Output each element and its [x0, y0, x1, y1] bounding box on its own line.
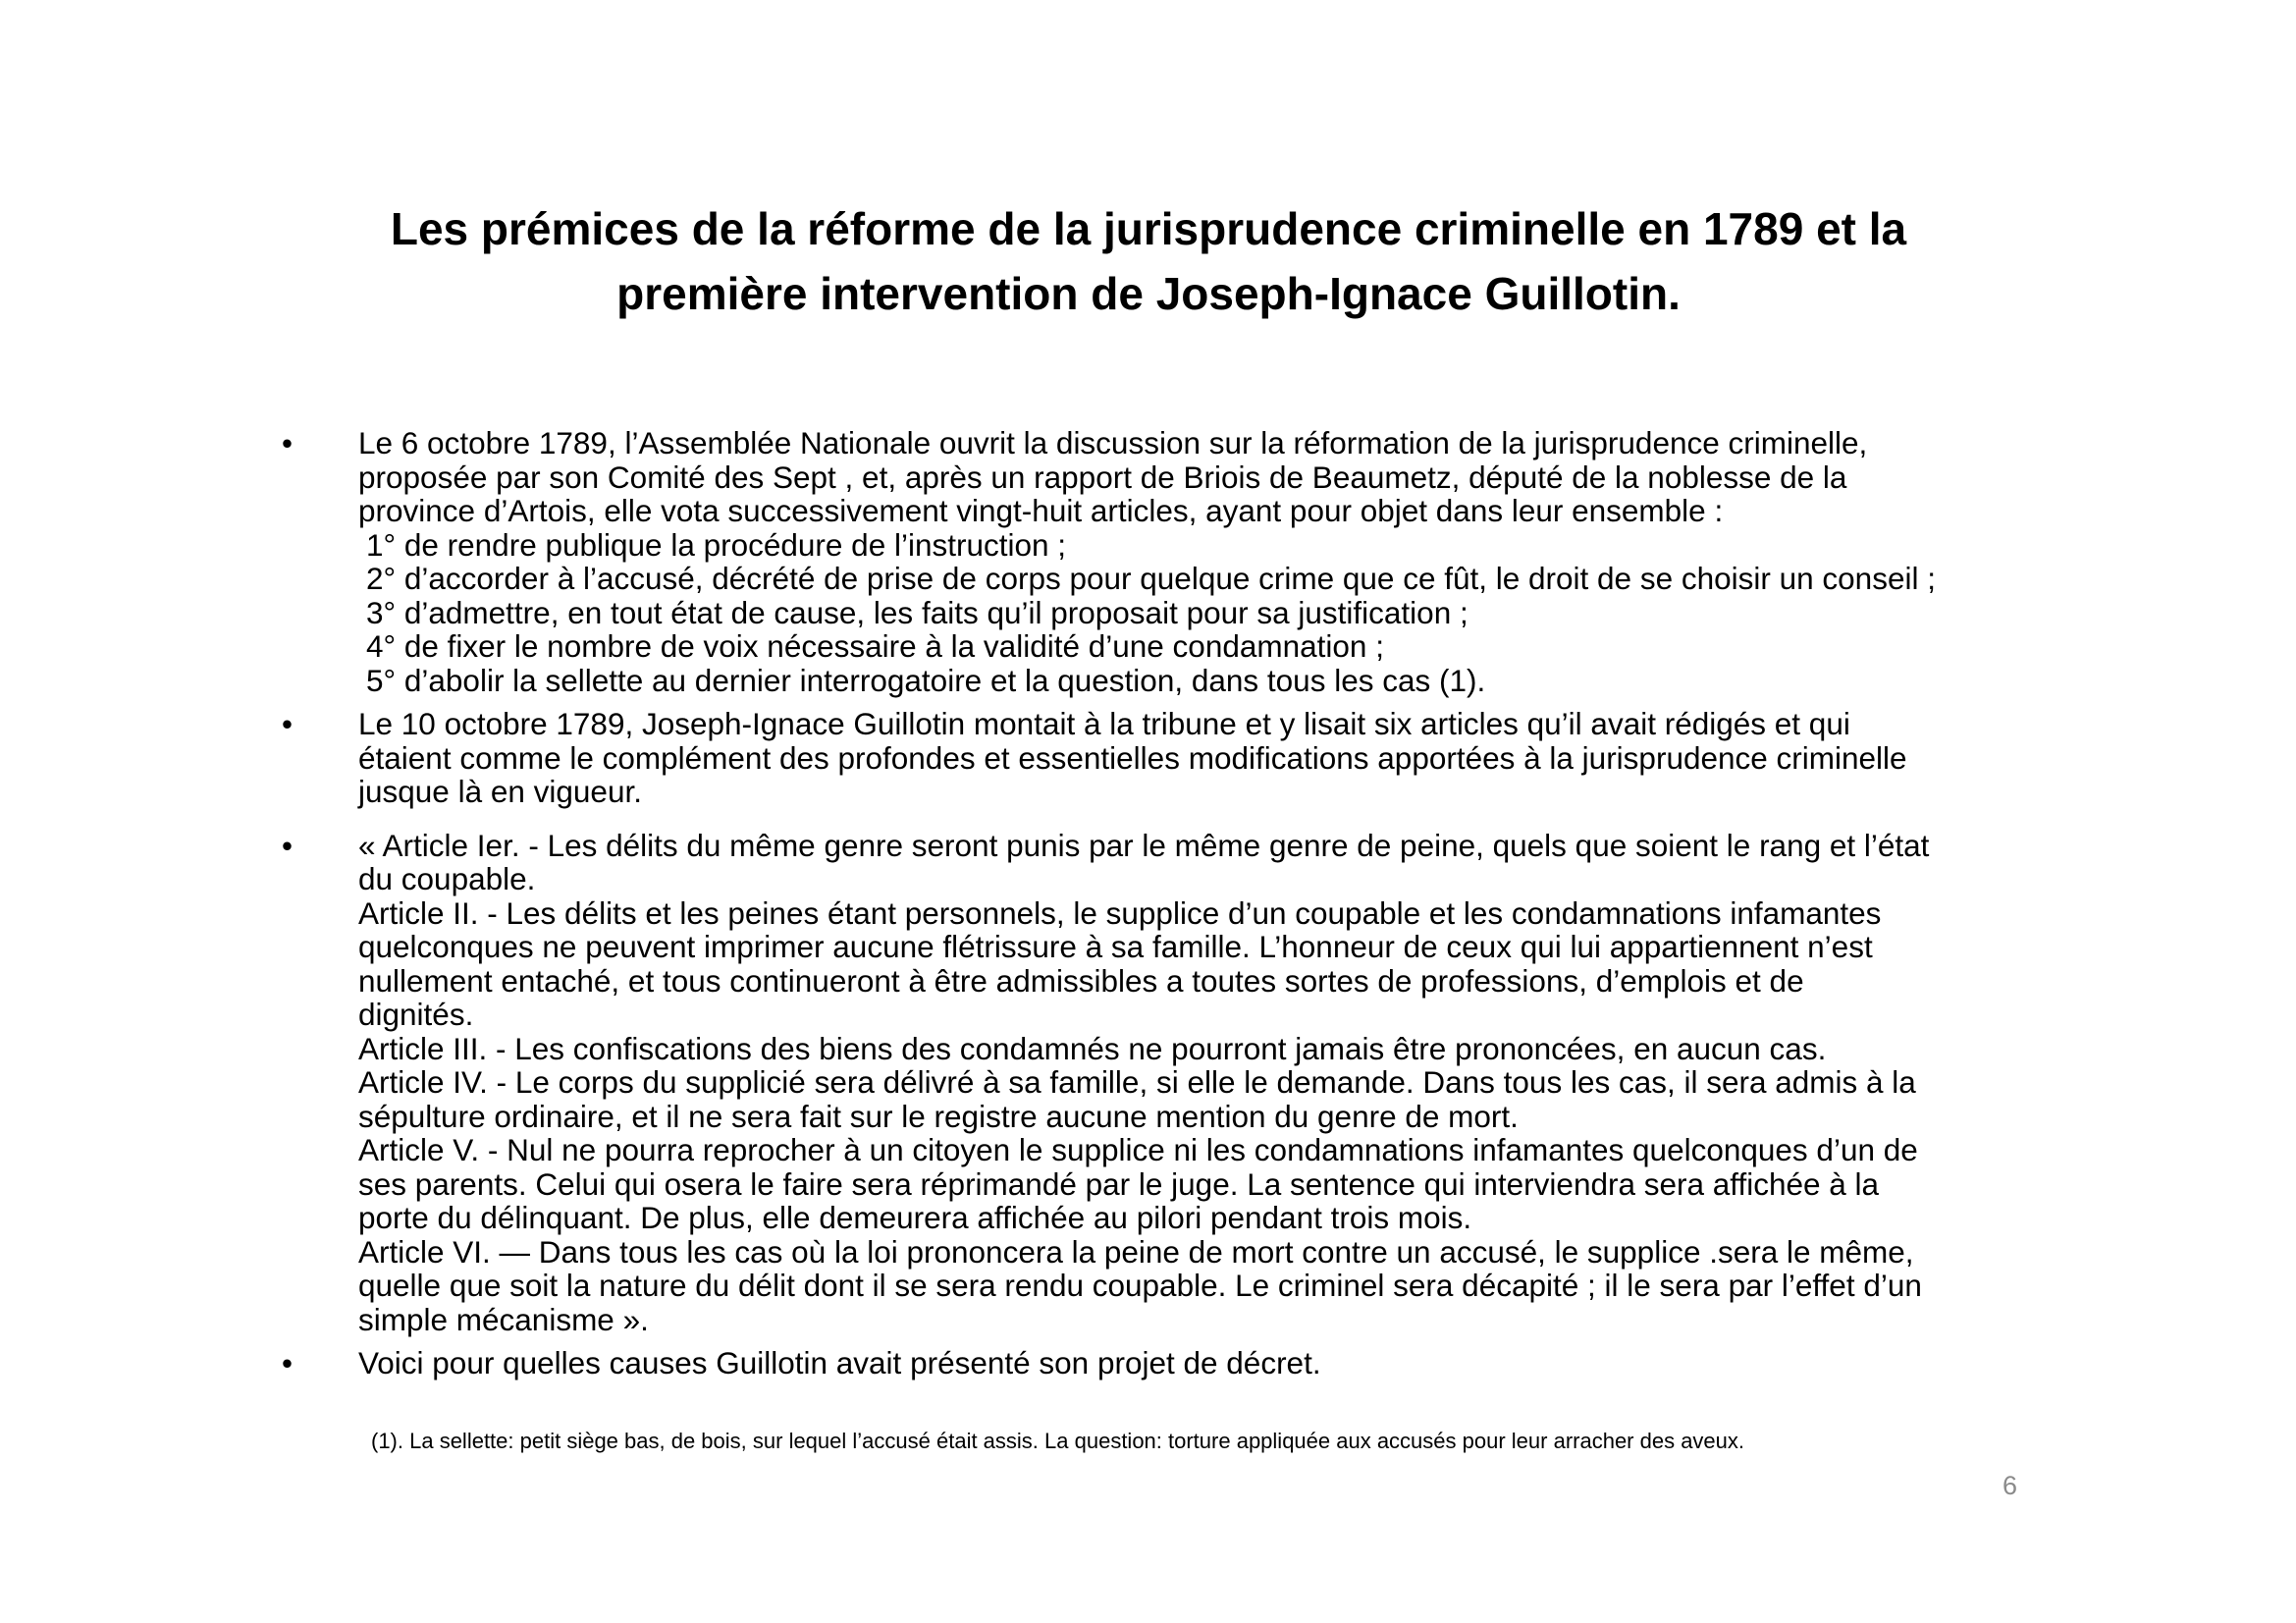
- article-line: Article II. - Les délits et les peines étant personnels, le supplice d’un coupable et les condamnations infamantes: [358, 894, 1882, 931]
- bullet-dot: •: [282, 827, 294, 863]
- numbered-item-1: 1° de rendre publique la procédure de l’instruction ;: [366, 526, 1067, 563]
- text-line: jusque là en vigueur.: [358, 774, 642, 809]
- article-line: Article V. - Nul ne pourra reprocher à un citoyen le supplice ni les condamnations infamantes quelconques d’un de: [358, 1132, 1918, 1167]
- bullet-item-2: [280, 707, 2047, 809]
- bullet-item-4: [280, 1346, 2047, 1380]
- title-line-2: première intervention de Joseph-Ignace Guillotin.: [616, 268, 1681, 319]
- text-line: dignités.: [358, 997, 474, 1032]
- article-line: Article IV. - Le corps du supplicié sera délivré à sa famille, si elle le demande. Dans tous les cas, il sera admis à la: [358, 1064, 1916, 1100]
- numbered-item-3: 3° d’admettre, en tout état de cause, les faits qu’il proposait pour sa justification ;: [366, 594, 1468, 630]
- text-line: sépulture ordinaire, et il ne sera fait sur le registre aucune mention du genre de mort.: [358, 1098, 1519, 1134]
- bullet-dot: •: [282, 706, 294, 741]
- slide-title: [245, 196, 2052, 326]
- text-line: porte du délinquant. De plus, elle demeurera affichée au pilori pendant trois mois.: [358, 1200, 1472, 1235]
- numbered-item-5: 5° d’abolir la sellette au dernier interrogatoire et la question, dans tous les cas (1).: [366, 662, 1486, 698]
- bullet-list: [280, 426, 2047, 1380]
- text-line: étaient comme le complément des profondes et essentielles modifications apportées à la jurisprudence criminelle: [358, 739, 1907, 776]
- article-line: Article VI. — Dans tous les cas où la loi prononcera la peine de mort contre un accusé, le supplice .sera le même,: [358, 1233, 1914, 1270]
- text-line: Le 6 octobre 1789, l’Assemblée Nationale ouvrit la discussion sur la réformation de la jurisprudence criminelle,: [358, 425, 1868, 460]
- text-line: proposée par son Comité des Sept , et, après un rapport de Briois de Beaumetz, député de la noblesse de la: [358, 459, 1847, 495]
- bullet-dot: •: [282, 425, 294, 460]
- bullet-dot: •: [282, 1345, 294, 1380]
- text-line: simple mécanisme ».: [358, 1301, 649, 1337]
- text-line: province d’Artois, elle vota successivement vingt-huit articles, ayant pour objet dans leur ensemble :: [358, 493, 1724, 528]
- text-line: ses parents. Celui qui osera le faire sera réprimandé par le juge. La sentence qui interviendra sera affichée à la: [358, 1165, 1880, 1202]
- text-line: quelle que soit la nature du délit dont il se sera rendu coupable. Le criminel sera décapité ; il le sera par l’effet d’un: [358, 1268, 1922, 1303]
- text-line: nullement entaché, et tous continueront à être admissibles a toutes sortes de professions, d’emplois et de: [358, 962, 1804, 999]
- page-number: 6: [2002, 1471, 2018, 1500]
- bullet-item-3: [280, 829, 2047, 1337]
- text-line: Le 10 octobre 1789, Joseph-Ignace Guillotin montait à la tribune et y lisait six articles qu’il avait rédigés et qui: [358, 706, 1850, 741]
- article-line: Article III. - Les confiscations des biens des condamnés ne pourront jamais être prononcées, en aucun cas.: [358, 1030, 1827, 1066]
- numbered-item-4: 4° de fixer le nombre de voix nécessaire à la validité d’une condamnation ;: [366, 628, 1384, 664]
- footnote: (1). La sellette: petit siège bas, de bois, sur lequel l’accusé était assis. La question: torture appliquée aux accusés pour leur arracher des aveux.: [371, 1429, 1745, 1453]
- title-line-1: Les prémices de la réforme de la jurisprudence criminelle en 1789 et la: [390, 203, 1907, 254]
- text-line: « Article Ier. - Les délits du même genre seront punis par le même genre de peine, quels que soient le rang et l’état: [358, 827, 1930, 863]
- numbered-item-2: 2° d’accorder à l’accusé, décrété de prise de corps pour quelque crime que ce fût, le droit de se choisir un conseil ;: [366, 561, 1936, 596]
- bullet-item-1: [280, 426, 2047, 697]
- text-line: Voici pour quelles causes Guillotin avait présenté son projet de décret.: [358, 1345, 1321, 1380]
- text-line: quelconques ne peuvent imprimer aucune flétrissure à sa famille. L’honneur de ceux qui lui appartiennent n’est: [358, 929, 1873, 964]
- text-line: du coupable.: [358, 861, 536, 896]
